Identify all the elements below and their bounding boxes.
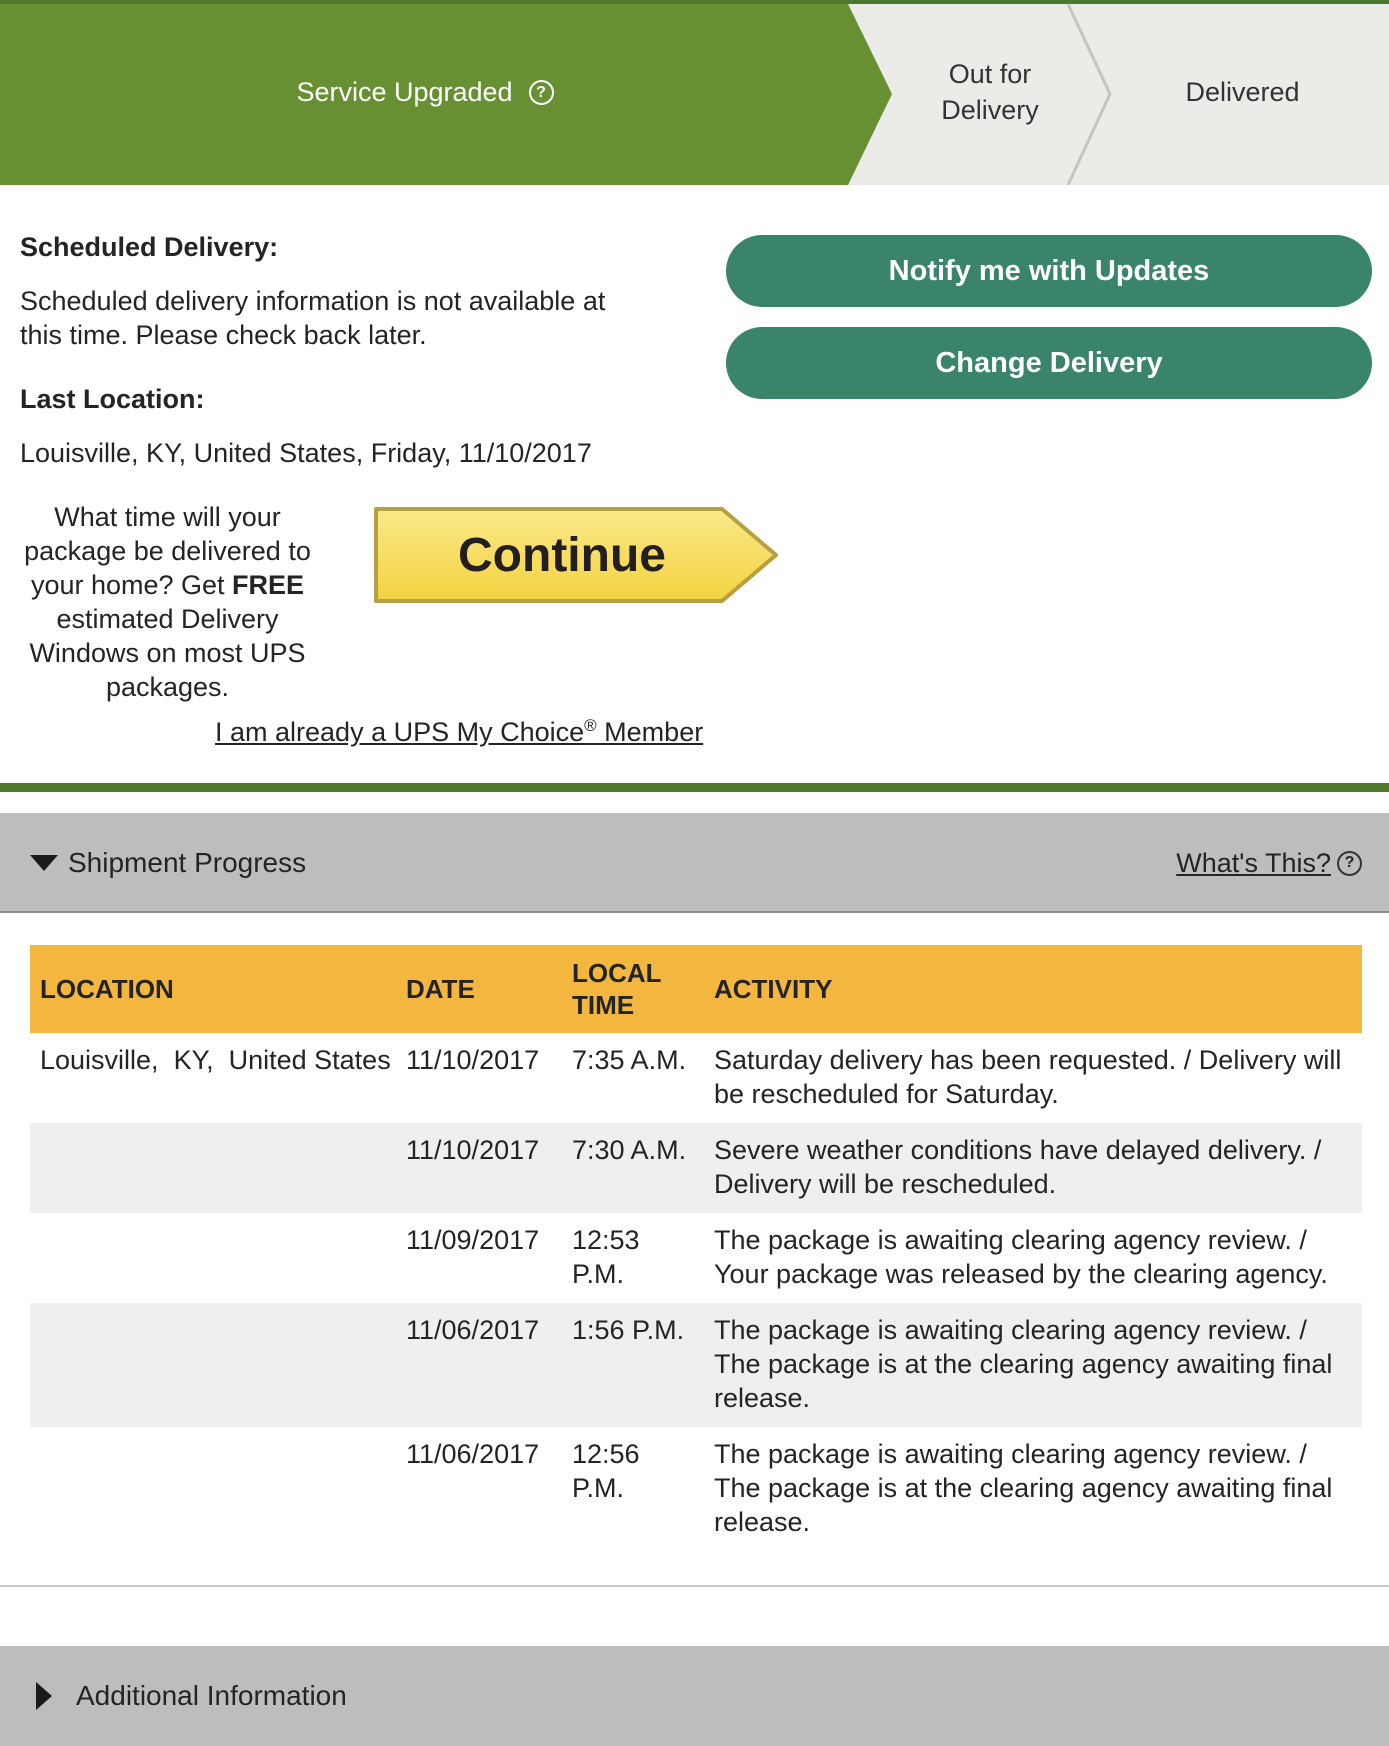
shipment-progress-table [30, 945, 1362, 1551]
cell-date: 11/06/2017 [406, 1315, 540, 1345]
column-header-activity: ACTIVITY [714, 974, 833, 1004]
caret-down-icon [30, 855, 58, 871]
section-divider [0, 783, 1389, 792]
column-header-location: LOCATION [40, 974, 174, 1004]
cell-time: 12:53 P.M. [572, 1225, 640, 1289]
stage-delivered [1100, 0, 1385, 185]
promo-text-after: estimated Delivery Windows on most UPS packages. [29, 604, 306, 702]
scheduled-delivery-text: Scheduled delivery information is not available at this time. Please check back later. [20, 286, 606, 350]
stage-service-upgraded [0, 0, 850, 185]
cell-activity: The package is awaiting clearing agency review. / The package is at the clearing agency awaiting final release. [714, 1315, 1333, 1413]
cell-location: Louisville, KY, United States [40, 1045, 391, 1075]
cell-location [30, 1123, 396, 1213]
whats-this-label: What's This? [1176, 847, 1331, 878]
progress-tracker [0, 0, 1389, 185]
cell-date: 11/06/2017 [406, 1439, 540, 1469]
cell-time: 12:56 P.M. [572, 1439, 640, 1503]
cell-time: 7:30 A.M. [572, 1135, 687, 1165]
additional-info-title: Additional Information [76, 1680, 347, 1711]
table-row [30, 1123, 1362, 1213]
additional-info-toggle[interactable] [30, 1646, 347, 1746]
last-location-label: Last Location: [20, 384, 205, 414]
continue-label: Continue [458, 528, 666, 582]
stage-last-label: Delivered [1185, 77, 1300, 107]
cell-activity: Severe weather conditions have delayed delivery. / Delivery will be rescheduled. [714, 1135, 1322, 1199]
help-icon: ? [1337, 851, 1362, 876]
promo-text-before: What time will your package be delivered to your home? Get [24, 502, 311, 600]
cell-time: 7:35 A.M. [572, 1045, 687, 1075]
cell-location [30, 1303, 396, 1427]
table-row [30, 1033, 1362, 1123]
last-location-text: Louisville, KY, United States, Friday, 11/10/2017 [20, 438, 592, 468]
stage-next-label: Out for Delivery [941, 59, 1039, 125]
stage-current-label: Service Upgraded [296, 77, 513, 107]
table-row [30, 1303, 1362, 1427]
table-row [30, 1213, 1362, 1303]
section-divider-gray [0, 1585, 1389, 1587]
cell-location [30, 1427, 396, 1551]
shipment-progress-header [0, 813, 1389, 913]
table-header-row [30, 945, 1362, 1033]
delivery-info [20, 230, 660, 490]
additional-info-header [0, 1646, 1389, 1746]
change-delivery-button[interactable]: Change Delivery [726, 327, 1372, 399]
registered-mark: ® [584, 716, 597, 735]
help-icon[interactable]: ? [529, 80, 554, 105]
cell-time: 1:56 P.M. [572, 1315, 685, 1345]
shipment-progress-title: Shipment Progress [68, 847, 307, 878]
cell-location [30, 1213, 396, 1303]
table-row [30, 1427, 1362, 1551]
column-header-date: DATE [406, 974, 475, 1004]
cell-date: 11/10/2017 [406, 1045, 540, 1075]
promo-text-free: FREE [232, 570, 305, 600]
caret-right-icon [36, 1682, 52, 1710]
column-header-local-time: LOCAL TIME [572, 958, 662, 1020]
cell-date: 11/09/2017 [406, 1225, 540, 1255]
shipment-progress-toggle[interactable] [30, 813, 306, 913]
cell-date: 11/10/2017 [406, 1135, 540, 1165]
cell-activity: Saturday delivery has been requested. / Delivery will be rescheduled for Saturday. [714, 1045, 1342, 1109]
continue-button[interactable] [372, 505, 780, 605]
my-choice-member-link[interactable] [215, 716, 703, 748]
scheduled-delivery-label: Scheduled Delivery: [20, 232, 279, 262]
member-link-text: I am already a UPS My Choice [215, 717, 585, 747]
member-link-text-end: Member [596, 717, 704, 747]
stage-out-for-delivery [860, 0, 1120, 185]
my-choice-promo [15, 500, 320, 704]
notify-updates-button[interactable]: Notify me with Updates [726, 235, 1372, 307]
cell-activity: The package is awaiting clearing agency review. / The package is at the clearing agency awaiting final release. [714, 1439, 1333, 1537]
action-buttons [726, 235, 1372, 419]
cell-activity: The package is awaiting clearing agency review. / Your package was released by the clearing agency. [714, 1225, 1328, 1289]
whats-this-link[interactable] [1176, 813, 1362, 913]
